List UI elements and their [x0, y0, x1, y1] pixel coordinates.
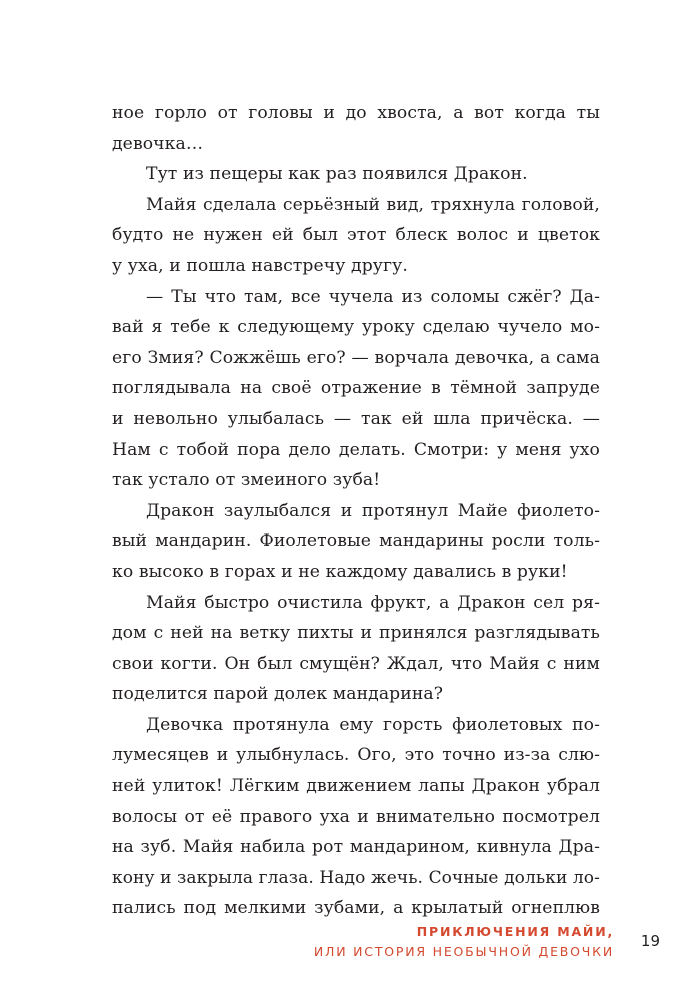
text-line: так устало от змеиного зуба! — [112, 470, 381, 491]
text-line: вый мандарин. Фиолетовые мандарины росли толь- — [112, 531, 600, 552]
text-line: ней улиток! Лёгким движением лапы Дракон убрал — [112, 776, 600, 797]
running-title — [314, 922, 614, 962]
text-line: свои когти. Он был смущён? Ждал, что Майя с ним — [112, 653, 600, 674]
text-line: Майя быстро очистила фрукт, а Дракон сел ря- — [146, 592, 600, 613]
text-line: пались под мелкими зубами, а крылатый огнеплюв — [112, 898, 600, 919]
text-line: дом с ней на ветку пихты и принялся разглядывать — [112, 623, 600, 644]
text-line: и невольно улыбалась — так ей шла причёска. — — [112, 408, 600, 429]
text-line: Тут из пещеры как раз появился Дракон. — [146, 164, 528, 185]
text-line: ное горло от головы и до хвоста, а вот когда ты — [112, 103, 600, 123]
text-line: ко высоко в горах и не каждому давались в руки! — [112, 561, 568, 582]
text-line: на зуб. Майя набила рот мандарином, кивнула Дра- — [112, 837, 600, 858]
text-line: девочка… — [112, 133, 204, 154]
text-line: вай я тебе к следующему уроку сделаю чучело мо- — [112, 317, 600, 338]
text-line: кону и закрыла глаза. Надо жечь. Сочные дольки ло- — [112, 867, 600, 888]
text-line: Девочка протянула ему горсть фиолетовых по- — [146, 714, 600, 735]
running-title-line-2: ИЛИ ИСТОРИЯ НЕОБЫЧНОЙ ДЕВОЧКИ — [313, 944, 614, 959]
text-line: будто не нужен ей был этот блеск волос и цветок — [112, 225, 600, 246]
body-text — [112, 98, 600, 924]
text-line: у уха, и пошла навстречу другу. — [112, 255, 408, 276]
text-line: его Змия? Сожжёшь его? — ворчала девочка, а сама — [112, 347, 600, 368]
text-line: лумесяцев и улыбнулась. Ого, это точно из-за слю- — [112, 745, 600, 766]
text-line: поглядывала на своё отражение в тёмной запруде — [112, 378, 600, 399]
text-line: Дракон заулыбался и протянул Майе фиолето- — [146, 500, 600, 521]
text-line: Нам с тобой пора дело делать. Смотри: у меня ухо — [112, 439, 600, 460]
text-line: Майя сделала серьёзный вид, тряхнула головой, — [146, 194, 600, 215]
running-title-line-1: ПРИКЛЮЧЕНИЯ МАЙИ, — [416, 924, 614, 939]
page-footer — [230, 922, 660, 972]
text-line: волосы от её правого уха и внимательно посмотрел — [112, 806, 600, 827]
text-line: — Ты что там, все чучела из соломы сжёг? Да- — [146, 286, 600, 307]
page-number: 19 — [640, 932, 660, 950]
text-line: поделится парой долек мандарина? — [112, 684, 444, 705]
